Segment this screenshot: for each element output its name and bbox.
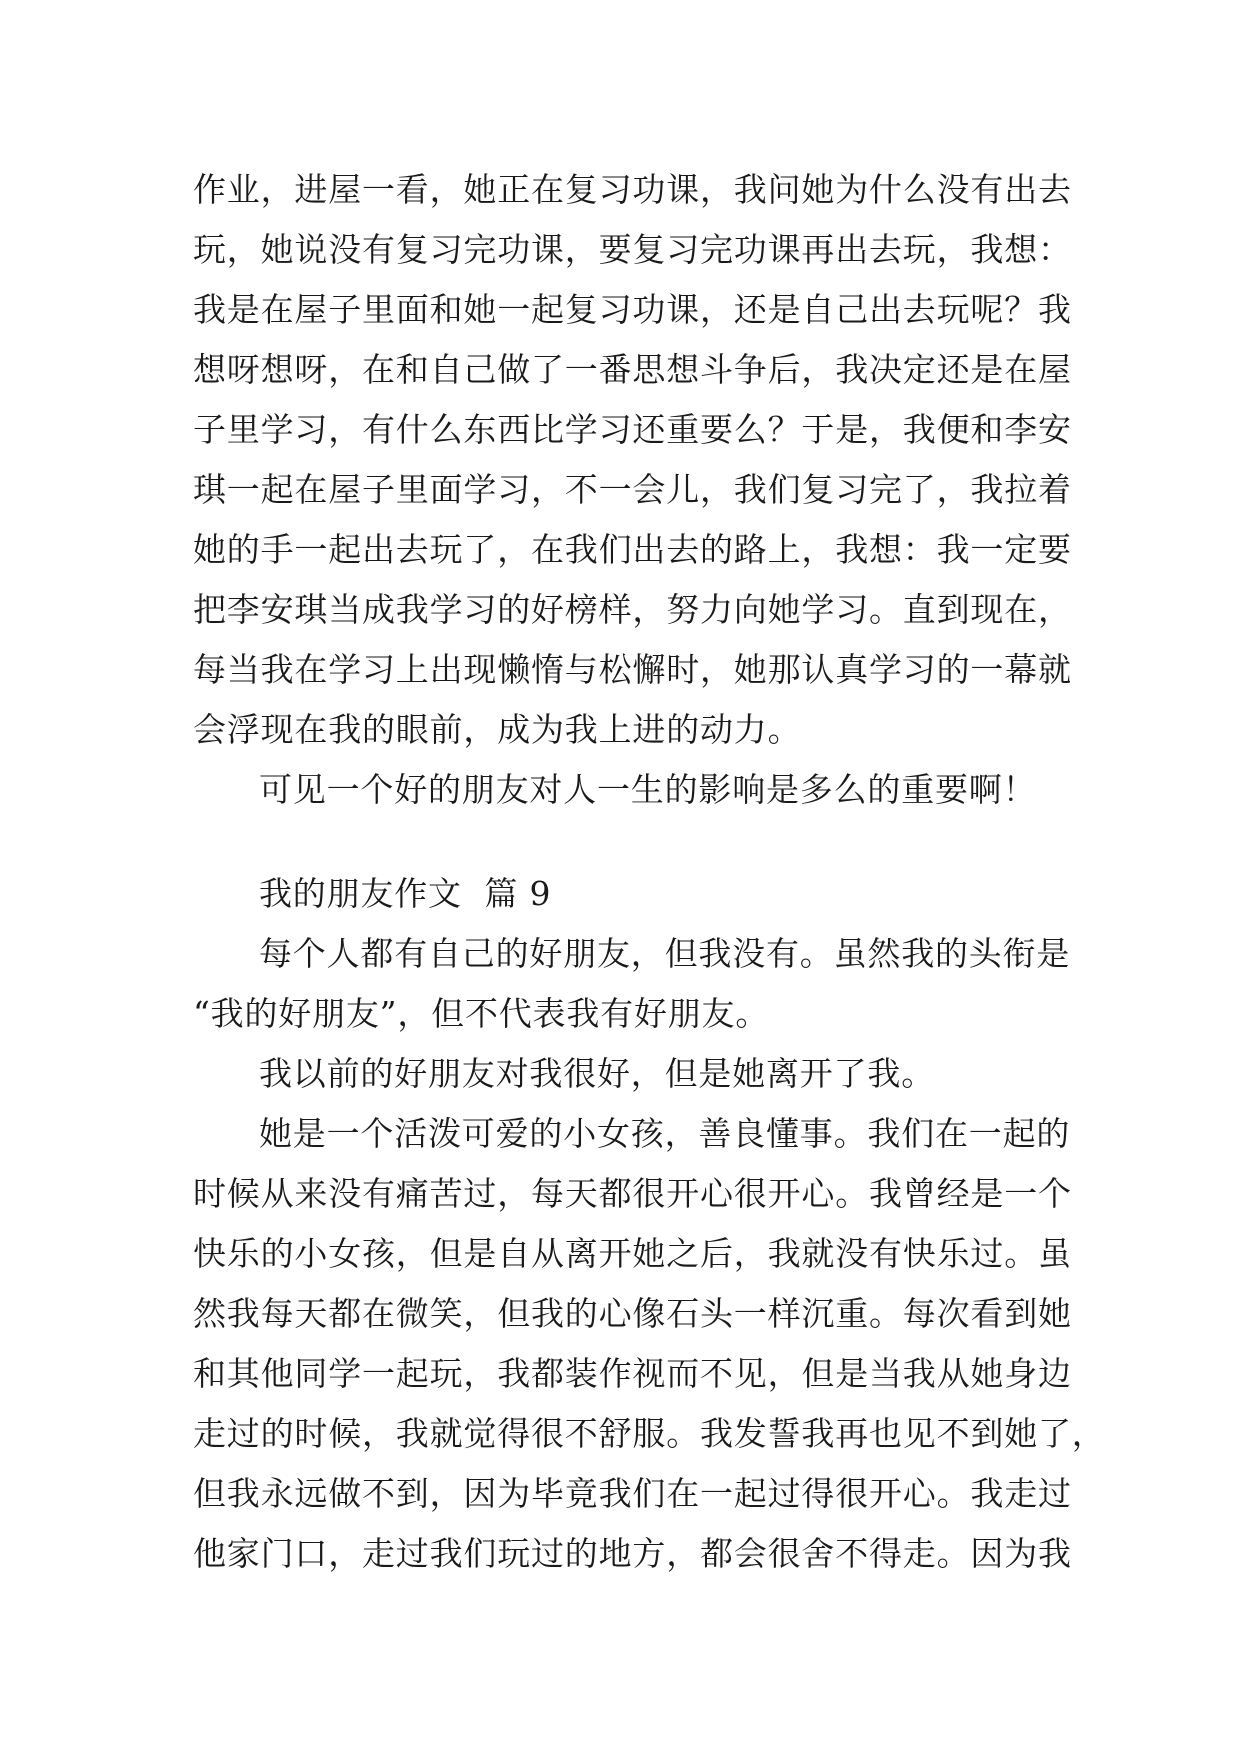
paragraph-2 <box>193 760 1053 820</box>
paragraph-line: 但我永远做不到，因为毕竟我们在一起过得很开心。我走过 <box>193 1474 1072 1513</box>
paragraph-line: 子里学习，有什么东西比学习还重要么？于是，我便和李安 <box>193 410 1072 449</box>
paragraph-3 <box>193 924 1071 1044</box>
paragraph-line: 走过的时候，我就觉得很不舒服。我发誓我再也见不到她了， <box>193 1414 1106 1453</box>
paragraph-line: 把李安琪当成我学习的好榜样，努力向她学习。直到现在， <box>193 590 1072 629</box>
paragraph-line: 每个人都有自己的好朋友，但我没有。虽然我的头衔是 <box>259 934 1071 973</box>
paragraph-line: 我以前的好朋友对我很好，但是她离开了我。 <box>259 1054 935 1093</box>
paragraph-line: 会浮现在我的眼前，成为我上进的动力。 <box>193 710 802 749</box>
section-spacer <box>193 820 1053 864</box>
paragraph-line: 琪一起在屋子里面学习，不一会儿，我们复习完了，我拉着 <box>193 470 1072 509</box>
paragraph-line: “我的好朋友”，但不代表我有好朋友。 <box>193 994 770 1033</box>
paragraph-line: 她的手一起出去玩了，在我们出去的路上，我想：我一定要 <box>193 530 1072 569</box>
document-body <box>193 160 1106 1584</box>
paragraph-line: 然我每天都在微笑，但我的心像石头一样沉重。每次看到她 <box>193 1294 1072 1333</box>
paragraph-line: 玩，她说没有复习完功课，要复习完功课再出去玩，我想： <box>193 230 1072 269</box>
paragraph-line: 每当我在学习上出现懒惰与松懈时，她那认真学习的一幕就 <box>193 650 1072 689</box>
paragraph-line: 我是在屋子里面和她一起复习功课，还是自己出去玩呢？我 <box>193 290 1072 329</box>
paragraph-line: 她是一个活泼可爱的小女孩，善良懂事。我们在一起的 <box>259 1114 1071 1153</box>
paragraph-line: 他家门口，走过我们玩过的地方，都会很舍不得走。因为我 <box>193 1534 1072 1573</box>
paragraph-1 <box>193 160 1072 760</box>
section-heading <box>193 864 1053 924</box>
section-title: 我的朋友作文 篇 9 <box>259 874 552 913</box>
paragraph-4 <box>193 1044 1053 1104</box>
paragraph-line: 作业，进屋一看，她正在复习功课，我问她为什么没有出去 <box>193 170 1072 209</box>
paragraph-5 <box>193 1104 1106 1584</box>
paragraph-line: 时候从来没有痛苦过，每天都很开心很开心。我曾经是一个 <box>193 1174 1072 1213</box>
paragraph-line: 可见一个好的朋友对人一生的影响是多么的重要啊！ <box>259 770 1037 809</box>
paragraph-line: 和其他同学一起玩，我都装作视而不见，但是当我从她身边 <box>193 1354 1072 1393</box>
paragraph-line: 想呀想呀，在和自己做了一番思想斗争后，我决定还是在屋 <box>193 350 1072 389</box>
paragraph-line: 快乐的小女孩，但是自从离开她之后，我就没有快乐过。虽 <box>193 1234 1072 1273</box>
